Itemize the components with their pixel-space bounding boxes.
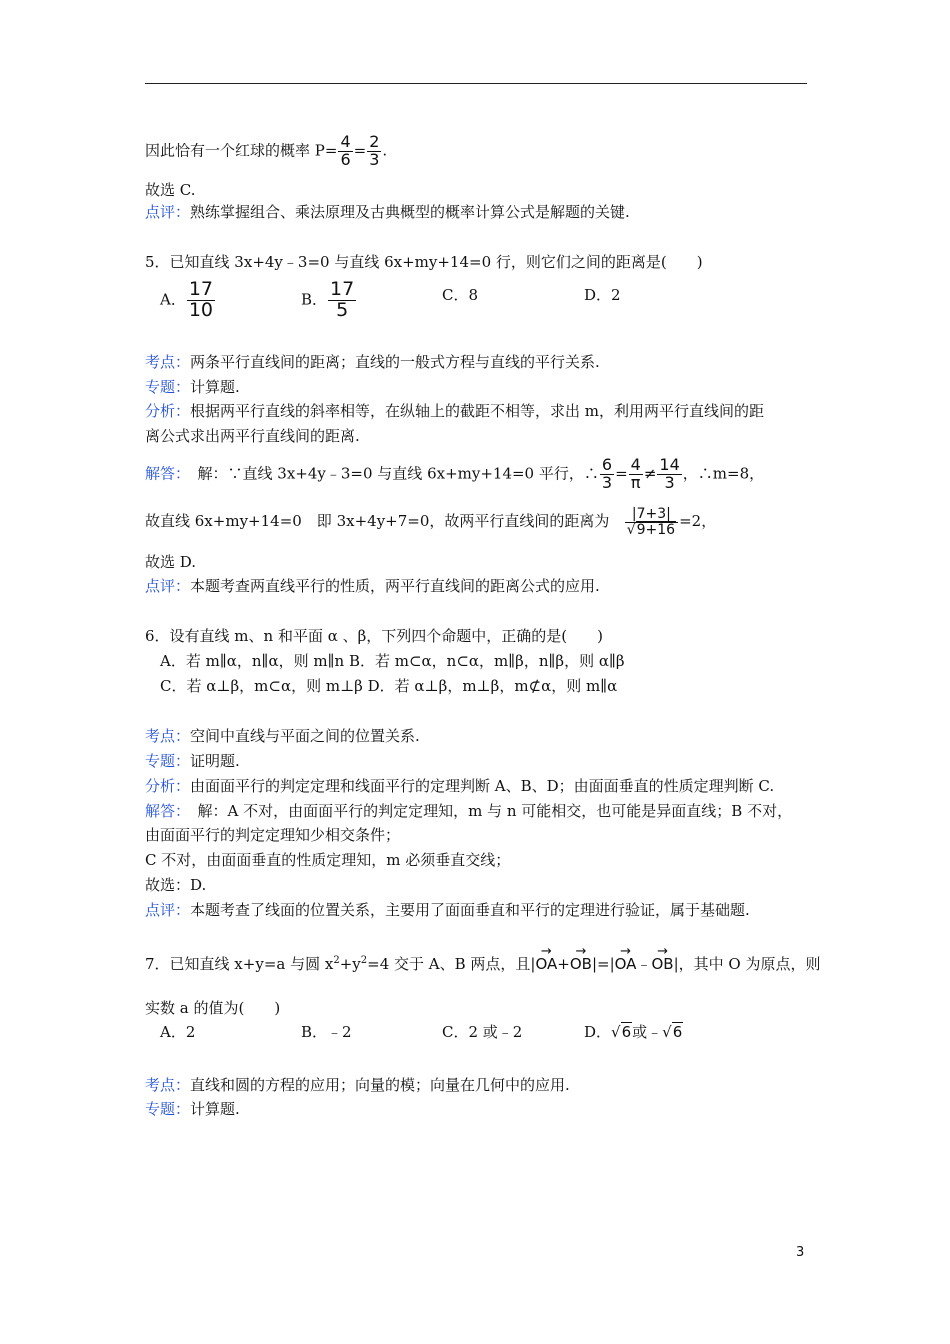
kaodian-label: 考点： xyxy=(145,1076,191,1094)
superscript: 2 xyxy=(333,955,340,966)
kaodian-text: 空间中直线与平面之间的位置关系. xyxy=(190,727,420,745)
fenxi-text: 由面面平行的判定定理和线面平行的定理判断 A、B、D；由面面垂直的性质定理判断 C. xyxy=(190,777,775,795)
header-rule xyxy=(145,83,807,84)
q6-zhuanti xyxy=(145,751,240,771)
equals: = xyxy=(353,141,367,160)
q5-kaodian xyxy=(145,352,600,372)
kaodian-label: 考点： xyxy=(145,353,191,371)
q7-text: |=| xyxy=(591,955,615,973)
radicand: 6 xyxy=(621,1023,632,1041)
q7-option-d xyxy=(584,1022,683,1042)
fraction-4-pi xyxy=(629,457,643,492)
choose-c: 故选 C. xyxy=(145,181,196,199)
q6-jieda xyxy=(145,801,792,821)
q5-option-d: D．2 xyxy=(584,286,621,304)
zhuanti-label: 专题： xyxy=(145,378,191,396)
kaodian-text: 两条平行直线间的距离；直线的一般式方程与直线的平行关系. xyxy=(190,353,600,371)
q7-text: 7．已知直线 x+y=a 与圆 x xyxy=(145,955,334,973)
q5-comment xyxy=(145,576,600,596)
q6-fenxi xyxy=(145,776,774,796)
zhuanti-label: 专题： xyxy=(145,1100,191,1118)
radicand: 9+16 xyxy=(636,521,676,538)
or-minus: 或﹣ xyxy=(632,1023,663,1041)
q5-distance-line xyxy=(145,507,716,537)
frac-den: 3 xyxy=(664,472,675,492)
vector-oa: → OA xyxy=(535,954,557,974)
q6-comment xyxy=(145,900,750,920)
q5-option-b xyxy=(301,280,357,321)
jieda-label: 解答： xyxy=(145,464,183,483)
q5-zhuanti xyxy=(145,377,240,397)
frac-den: 6 xyxy=(340,149,351,169)
fraction-17-10 xyxy=(187,280,215,321)
frac-den xyxy=(625,523,678,538)
q7-option-c: C．2 或﹣2 xyxy=(442,1023,523,1041)
q5-option-c: C．8 xyxy=(442,286,479,304)
q5-fenxi xyxy=(145,401,764,421)
sqrt-icon: √6 xyxy=(662,1023,683,1041)
frac-den: 5 xyxy=(336,298,349,321)
distance-result: =2， xyxy=(679,512,717,531)
zhuanti-label: 专题： xyxy=(145,752,191,770)
zhuanti-text: 计算题. xyxy=(190,1100,240,1118)
minus: ﹣ xyxy=(636,955,652,973)
prob-text: 因此恰有一个红球的概率 P= xyxy=(145,141,338,160)
not-equals: ≠ xyxy=(643,464,657,483)
frac-num: 17 xyxy=(188,278,214,300)
frac-num: 4 xyxy=(340,132,351,151)
m-result: ，∴m=8， xyxy=(682,464,765,483)
radicand: 6 xyxy=(672,1023,683,1041)
jieda-label: 解答： xyxy=(145,802,183,820)
q6-jieda-2: 由面面平行的判定定理知少相交条件； xyxy=(145,826,401,844)
q6-kaodian xyxy=(145,726,420,746)
fenxi-label: 分析： xyxy=(145,402,191,420)
question-5: 5．已知直线 3x+4y﹣3=0 与直线 6x+my+14=0 行，则它们之间的距离是( ) xyxy=(145,253,703,271)
q5-fenxi-cont: 离公式求出两平行直线间的距离. xyxy=(145,427,360,445)
q6-jieda-3: C 不对，由面面垂直的性质定理知，m 必须垂直交线； xyxy=(145,851,511,869)
q6-options-ab: A．若 m∥α，n∥α，则 m∥n B．若 m⊂α，n⊂α，m∥β，n∥β，则 α∥β xyxy=(160,652,625,670)
frac-den: 3 xyxy=(369,149,380,169)
therefore-symbol: ∴ xyxy=(583,464,599,483)
comment-text: 本题考查两直线平行的性质，两平行直线间的距离公式的应用. xyxy=(190,577,600,595)
frac-num: 2 xyxy=(369,132,380,151)
frac-num: 4 xyxy=(630,455,641,474)
comment-label: 点评： xyxy=(145,577,191,595)
fraction-6-3 xyxy=(600,457,614,492)
fraction-2-3 xyxy=(367,134,381,169)
comment-1 xyxy=(145,202,630,222)
frac-num: |7+3| xyxy=(625,507,678,523)
kaodian-label: 考点： xyxy=(145,727,191,745)
fenxi-label: 分析： xyxy=(145,777,191,795)
q7-text: =4 交于 A、B 两点，且| xyxy=(367,955,536,973)
vector-ob: → OB xyxy=(651,954,673,974)
comment-label: 点评： xyxy=(145,203,191,221)
frac-num: 14 xyxy=(659,455,680,474)
q5-jieda xyxy=(145,457,764,492)
frac-num: 17 xyxy=(330,278,355,300)
vector-oa: → OA xyxy=(615,954,637,974)
frac-den: 3 xyxy=(601,472,613,492)
comment-label: 点评： xyxy=(145,901,191,919)
fenxi-text: 根据两平行直线的斜率相等，在纵轴上的截距不相等，求出 m，利用两平行直线间的距 xyxy=(190,402,765,420)
zhuanti-text: 证明题. xyxy=(190,752,240,770)
fraction-14-3 xyxy=(657,457,681,492)
q5-choose: 故选 D. xyxy=(145,553,197,571)
q7-option-b: B．﹣2 xyxy=(301,1023,352,1041)
q7-option-a: A．2 xyxy=(160,1023,196,1041)
comment-text: 熟练掌握组合、乘法原理及古典概型的概率计算公式是解题的关键. xyxy=(190,203,630,221)
q7-text: +y xyxy=(339,955,361,973)
distance-fraction xyxy=(625,507,678,537)
jieda-text: 解：∵直线 3x+4y﹣3=0 与直线 6x+my+14=0 平行， xyxy=(182,464,584,483)
question-6: 6．设有直线 m、n 和平面 α 、β，下列四个命题中，正确的是( ) xyxy=(145,627,604,645)
frac-den: π xyxy=(630,472,641,492)
equals: = xyxy=(615,464,628,483)
superscript: 2 xyxy=(360,955,368,966)
option-label: B． xyxy=(301,290,328,309)
frac-den: 10 xyxy=(188,298,214,321)
frac-num: 6 xyxy=(601,455,613,474)
page-number: 3 xyxy=(796,1245,805,1260)
sqrt-icon: √6 xyxy=(611,1023,632,1041)
option-label: A． xyxy=(160,290,186,309)
vector-ob: → OB xyxy=(570,954,592,974)
jieda-text: 解：A 不对，由面面平行的判定定理知，m 与 n 可能相交，也可能是异面直线；B 不对， xyxy=(182,802,793,820)
fraction-4-6 xyxy=(338,134,352,169)
q7-line-2: 实数 a 的值为( ) xyxy=(145,999,281,1017)
option-label: D． xyxy=(584,1023,612,1041)
period: . xyxy=(382,141,388,160)
question-7 xyxy=(145,951,820,974)
comment-text: 本题考查了线面的位置关系，主要用了面面垂直和平行的定理进行验证，属于基础题. xyxy=(190,901,750,919)
q7-text: |，其中 O 为原点，则 xyxy=(673,955,821,973)
zhuanti-text: 计算题. xyxy=(190,378,240,396)
q6-jieda-4: 故选：D. xyxy=(145,876,207,894)
fraction-17-5 xyxy=(328,280,356,321)
q6-options-cd: C．若 α⊥β，m⊂α，则 m⊥β D．若 α⊥β，m⊥β，m⊄α，则 m∥α xyxy=(160,677,618,695)
distance-text: 故直线 6x+my+14=0 即 3x+4y+7=0，故两平行直线间的距离为 xyxy=(145,512,610,531)
kaodian-text: 直线和圆的方程的应用；向量的模；向量在几何中的应用. xyxy=(190,1076,570,1094)
prob-line xyxy=(145,134,387,169)
sqrt-icon: √9+16 xyxy=(626,521,676,538)
q5-option-a xyxy=(160,280,216,321)
plus: + xyxy=(557,955,570,973)
q7-zhuanti xyxy=(145,1099,240,1119)
q7-kaodian xyxy=(145,1075,570,1095)
